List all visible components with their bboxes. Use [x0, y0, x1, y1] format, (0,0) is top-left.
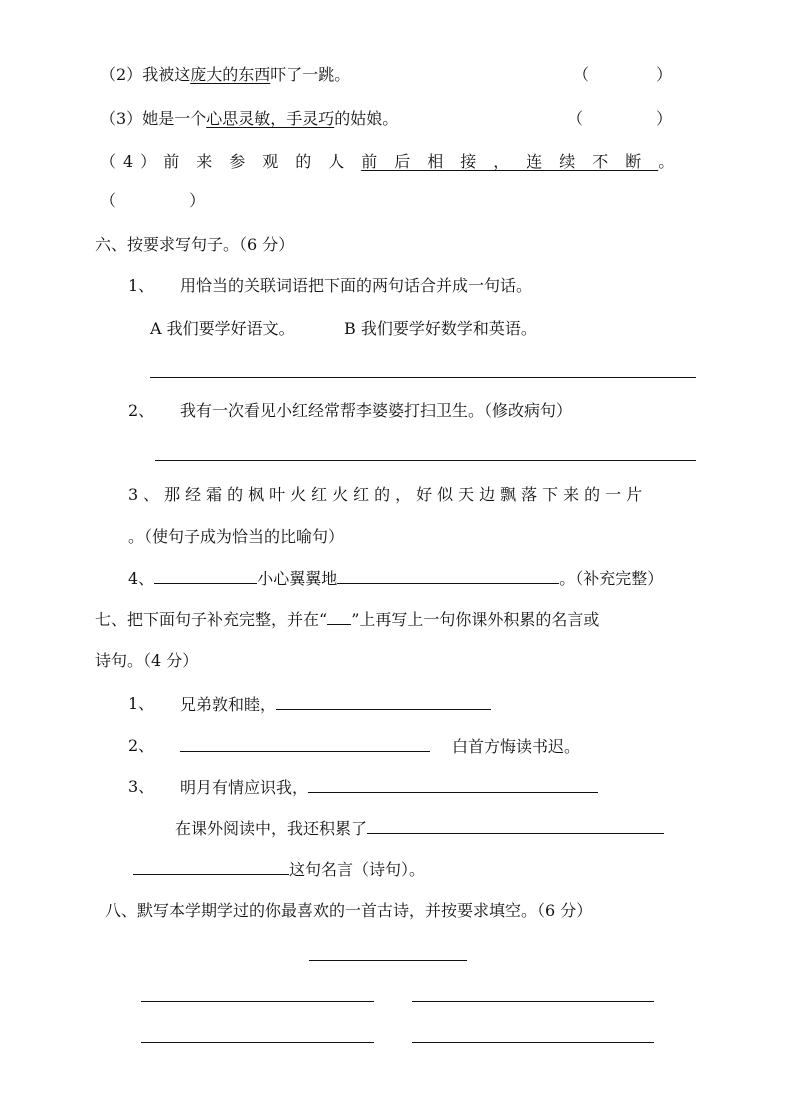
s7-q2: 白首方悔读书迟。: [180, 735, 580, 758]
underlined-phrase: 庞大的东西: [190, 65, 271, 84]
s7-q1-num: 1、: [128, 694, 155, 713]
s7-extra-b: 这句名言（诗句）。: [133, 858, 425, 881]
answer-blank[interactable]: [154, 567, 257, 584]
s7-q3-num: 3、: [128, 777, 155, 796]
s6-q1-text: 用恰当的关联词语把下面的两句话合并成一句话。: [180, 276, 533, 295]
s6-q2-text: 我有一次看见小红经常帮李婆婆打扫卫生。（修改病句）: [180, 401, 573, 420]
answer-paren[interactable]: （ ）: [573, 65, 673, 84]
section-7-title: 七、把下面句子补充完整，并在“ ”上再写上一句你课外积累的名言或: [95, 610, 600, 629]
answer-blank[interactable]: [180, 735, 430, 752]
answer-blank[interactable]: [276, 693, 491, 710]
s6-q2-num: 2、: [128, 401, 155, 420]
answer-paren[interactable]: （ ）: [100, 191, 206, 210]
answer-paren[interactable]: （ ）: [567, 109, 673, 128]
s6-q3-line2: 。（使句子成为恰当的比喻句）: [128, 527, 345, 546]
s6-q1-num: 1、: [128, 276, 155, 295]
answer-line[interactable]: [155, 460, 696, 461]
s6-q1-a: A 我们要学好语文。: [150, 319, 295, 338]
s7-q1: 兄弟敦和睦，: [180, 693, 491, 716]
underlined-phrase: 前后相接，连续不断: [361, 152, 659, 171]
poem-line[interactable]: [412, 1001, 654, 1002]
q5-3: （3）她是一个心思灵敏，手灵巧的姑娘。: [100, 109, 399, 128]
underlined-phrase: 心思灵敏，手灵巧: [206, 109, 335, 128]
title-blank: [327, 608, 351, 625]
section-6-title: 六、按要求写句子。（6 分）: [95, 235, 295, 254]
answer-blank[interactable]: [133, 858, 289, 875]
s7-q3: 明月有情应识我，: [180, 776, 598, 799]
s6-q3-line1: 3、那经霜的枫叶火红火红的，好似天边飘落下来的一片: [128, 485, 648, 504]
s7-extra-a: 在课外阅读中，我还积累了: [175, 817, 664, 840]
poem-line[interactable]: [141, 1042, 374, 1043]
answer-blank[interactable]: [337, 567, 559, 584]
s6-q4: 4、 小心翼翼地 。（补充完整）: [128, 569, 664, 588]
poem-title-line[interactable]: [309, 960, 467, 961]
s6-q1-b: B 我们要学好数学和英语。: [344, 319, 537, 338]
poem-line[interactable]: [412, 1042, 654, 1043]
q5-2: （2）我被这庞大的东西吓了一跳。: [100, 65, 351, 84]
answer-blank[interactable]: [308, 776, 598, 793]
section-8-title: 八、默写本学期学过的你最喜欢的一首古诗，并按要求填空。（6 分）: [105, 901, 593, 920]
answer-blank[interactable]: [367, 817, 664, 834]
q5-4: （4）前来参观的人前后相接，连续不断。: [100, 152, 675, 171]
poem-line[interactable]: [141, 1001, 374, 1002]
section-7-title-cont: 诗句。（4 分）: [95, 651, 199, 670]
answer-line[interactable]: [150, 377, 696, 378]
s7-q2-num: 2、: [128, 736, 155, 755]
